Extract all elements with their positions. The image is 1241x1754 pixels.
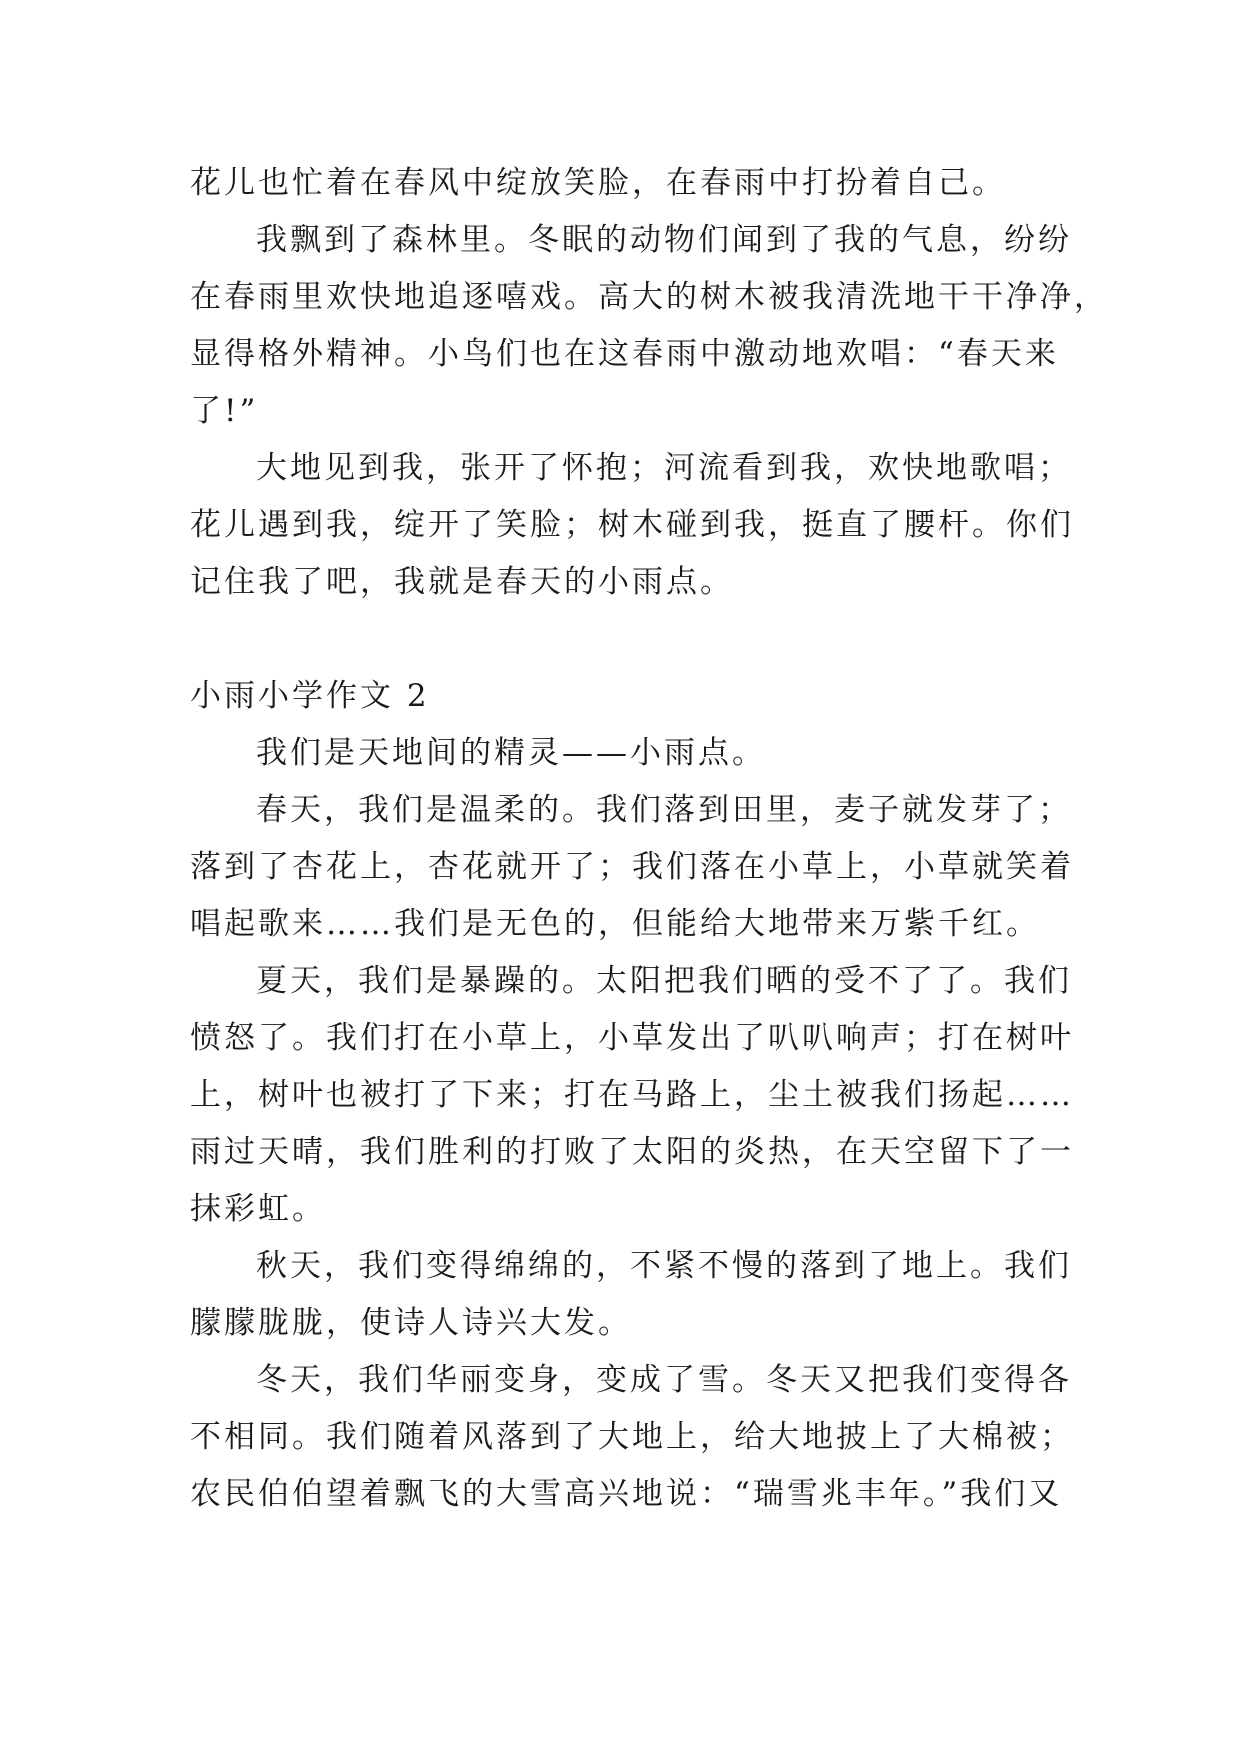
paragraph-start-line: 大地见到我，张开了怀抱；河流看到我，欢快地歌唱； — [256, 450, 1072, 486]
text-line: 抹彩虹。 — [190, 1191, 326, 1227]
text-line: 雨过天晴，我们胜利的打败了太阳的炎热，在天空留下了一 — [190, 1134, 1074, 1170]
text-line: 农民伯伯望着飘飞的大雪高兴地说：“瑞雪兆丰年。”我们又 — [190, 1476, 1063, 1512]
text-line: 花儿也忙着在春风中绽放笑脸，在春雨中打扮着自己。 — [190, 165, 1006, 201]
paragraph-start-line: 春天，我们是温柔的。我们落到田里，麦子就发芽了； — [256, 792, 1072, 828]
paragraph-start-line: 秋天，我们变得绵绵的，不紧不慢的落到了地上。我们 — [256, 1248, 1072, 1284]
text-line: 花儿遇到我，绽开了笑脸；树木碰到我，挺直了腰杆。你们 — [190, 507, 1074, 543]
text-line: 唱起歌来……我们是无色的，但能给大地带来万紫千红。 — [190, 906, 1040, 942]
paragraph-start-line: 夏天，我们是暴躁的。太阳把我们晒的受不了了。我们 — [256, 963, 1072, 999]
paragraph-start-line: 我飘到了森林里。冬眠的动物们闻到了我的气息，纷纷 — [256, 222, 1072, 258]
text-line: 上，树叶也被打了下来；打在马路上，尘土被我们扬起…… — [190, 1077, 1074, 1113]
document-page — [190, 155, 1108, 1523]
text-line: 在春雨里欢快地追逐嘻戏。高大的树木被我清洗地干干净净， — [190, 279, 1108, 315]
text-line: 愤怒了。我们打在小草上，小草发出了叭叭响声；打在树叶 — [190, 1020, 1074, 1056]
paragraph-start-line: 冬天，我们华丽变身，变成了雪。冬天又把我们变得各 — [256, 1362, 1072, 1398]
text-line: 记住我了吧，我就是春天的小雨点。 — [190, 564, 734, 600]
text-line: 了!” — [190, 393, 259, 429]
text-line: 不相同。我们随着风落到了大地上，给大地披上了大棉被； — [190, 1419, 1074, 1455]
text-line: 落到了杏花上，杏花就开了；我们落在小草上，小草就笑着 — [190, 849, 1074, 885]
paragraph-start-line: 我们是天地间的精灵——小雨点。 — [256, 735, 766, 771]
essay-heading: 小雨小学作文 2 — [190, 678, 430, 714]
text-line: 朦朦胧胧，使诗人诗兴大发。 — [190, 1305, 632, 1341]
text-line: 显得格外精神。小鸟们也在这春雨中激动地欢唱：“春天来 — [190, 336, 1059, 372]
section-spacer — [190, 611, 1090, 668]
